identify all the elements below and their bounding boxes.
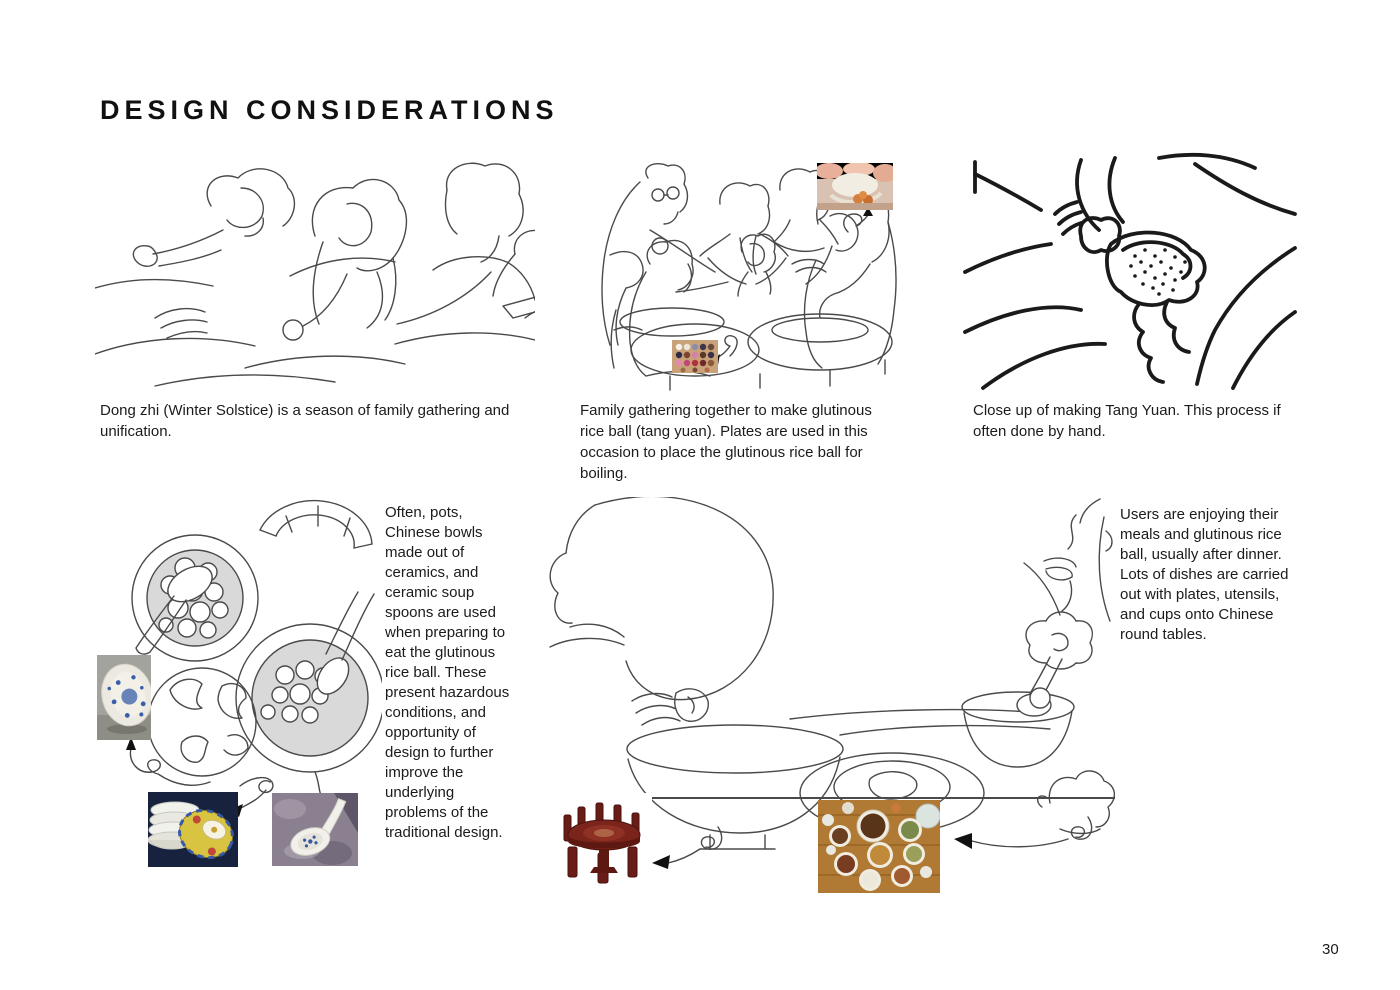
dough-stipple-dots (1129, 248, 1187, 296)
hands-kneading-dough-photo (817, 163, 893, 210)
caption-couch: Dong zhi (Winter Solstice) is a season of family gathering and unification. (100, 402, 510, 440)
paragraph-bowls: Often, pots, Chinese bowls made out of ceramics, and ceramic soup spoons are used when preparing to eat the glutinous rice ball. These present hazardous conditions, and opportunity of design to further improve the underlying problems of the traditional design. (385, 504, 510, 841)
chinese-round-table-photo (556, 793, 652, 885)
hands-closeup-sketch (963, 152, 1297, 392)
tray-of-colored-rice-balls-photo (672, 340, 718, 373)
page-number: 30 (1322, 941, 1339, 958)
round-table-photo-icon (556, 793, 652, 885)
stacked-painted-bowls-photo (148, 792, 238, 867)
family-couch-sketch (95, 158, 535, 390)
page-title: DESIGN CONSIDERATIONS (100, 95, 559, 125)
dough-photo-icon (817, 163, 893, 210)
paragraph-users: Users are enjoying their meals and glutinous rice ball, usually after dinner. Lots of dishes are carried out with plates, utensils, and cups onto Chinese round tables. (1120, 506, 1289, 643)
hands-closeup-line-art-icon (963, 152, 1297, 392)
ceramic-soup-spoon-photo (272, 793, 358, 866)
dishes-photo-icon (818, 800, 940, 893)
caption-making: Family gathering together to make glutinous rice ball (tang yuan). Plates are used in this occasion to place the glutinous rice ball for boiling. (580, 402, 872, 482)
blue-plate-photo-icon (97, 655, 151, 740)
dinner-dishes-photo (818, 800, 940, 893)
rice-ball-tray-photo-icon (672, 340, 718, 373)
spoon-photo-icon (272, 793, 358, 866)
caption-closeup: Close up of making Tang Yuan. This process if often done by hand. (973, 402, 1281, 440)
blue-white-plate-photo (97, 655, 151, 740)
bowl-stack-photo-icon (148, 792, 238, 867)
family-couch-line-art-icon (95, 158, 535, 390)
